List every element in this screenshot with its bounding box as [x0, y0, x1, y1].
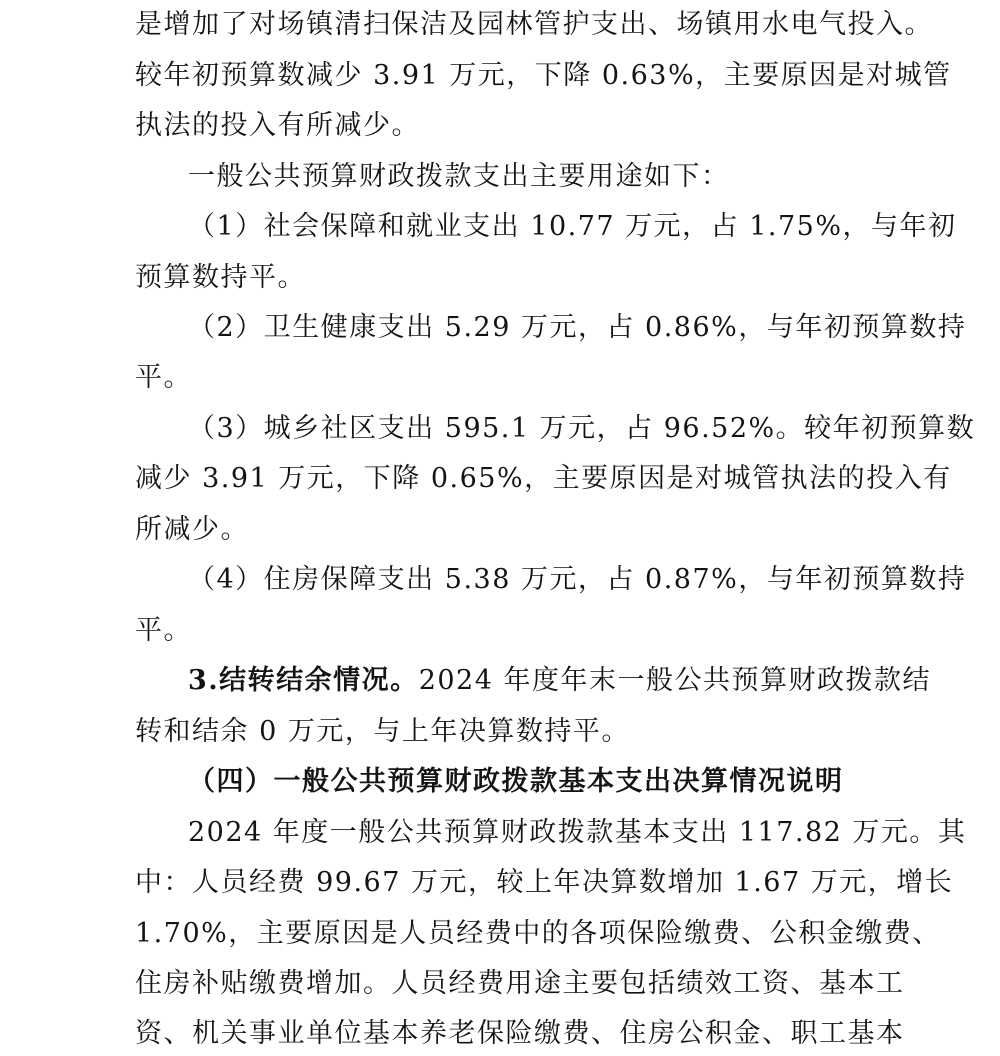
text-line-13: 平。 [135, 615, 192, 646]
subsection-heading: （四）一般公共预算财政拨款基本支出决算情况说明 [188, 766, 844, 797]
text-line-21: 资、机关事业单位基本养老保险缴费、住房公积金、职工基本 [135, 1018, 905, 1049]
text-line-9: （3）城乡社区支出 595.1 万元，占 96.52%。较年初预算数 [188, 413, 976, 444]
text-line-10: 减少 3.91 万元，下降 0.65%，主要原因是对城管执法的投入有 [135, 463, 952, 494]
text-line-11: 所减少。 [135, 514, 249, 545]
text-line-12: （4）住房保障支出 5.38 万元，占 0.87%，与年初预算数持 [188, 564, 967, 595]
text-line-15: 转和结余 0 万元，与上年决算数持平。 [135, 716, 630, 747]
text-line-2: 较年初预算数减少 3.91 万元，下降 0.63%，主要原因是对城管 [135, 60, 952, 91]
text-line-19: 1.70%，主要原因是人员经费中的各项保险缴费、公积金缴费、 [135, 918, 941, 949]
text-line-3: 执法的投入有所减少。 [135, 110, 420, 141]
text-line-17: 2024 年度一般公共预算财政拨款基本支出 117.82 万元。其 [188, 817, 967, 848]
text-line-14 [188, 661, 1000, 701]
section-text: 2024 年度年末一般公共预算财政拨款结 [418, 665, 931, 696]
text-line-18: 中：人员经费 99.67 万元，较上年决算数增加 1.67 万元，增长 [135, 867, 954, 898]
text-line-5: （1）社会保障和就业支出 10.77 万元，占 1.75%，与年初 [188, 211, 957, 242]
text-line-4: 一般公共预算财政拨款支出主要用途如下： [188, 161, 730, 192]
text-line-6: 预算数持平。 [135, 262, 306, 293]
text-line-7: （2）卫生健康支出 5.29 万元，占 0.86%，与年初预算数持 [188, 312, 967, 343]
text-line-1: 是增加了对场镇清扫保洁及园林管护支出、场镇用水电气投入。 [135, 9, 933, 40]
text-line-20: 住房补贴缴费增加。人员经费用途主要包括绩效工资、基本工 [135, 968, 905, 999]
text-line-8: 平。 [135, 362, 192, 393]
section-heading: 3.结转结余情况。 [188, 665, 419, 696]
